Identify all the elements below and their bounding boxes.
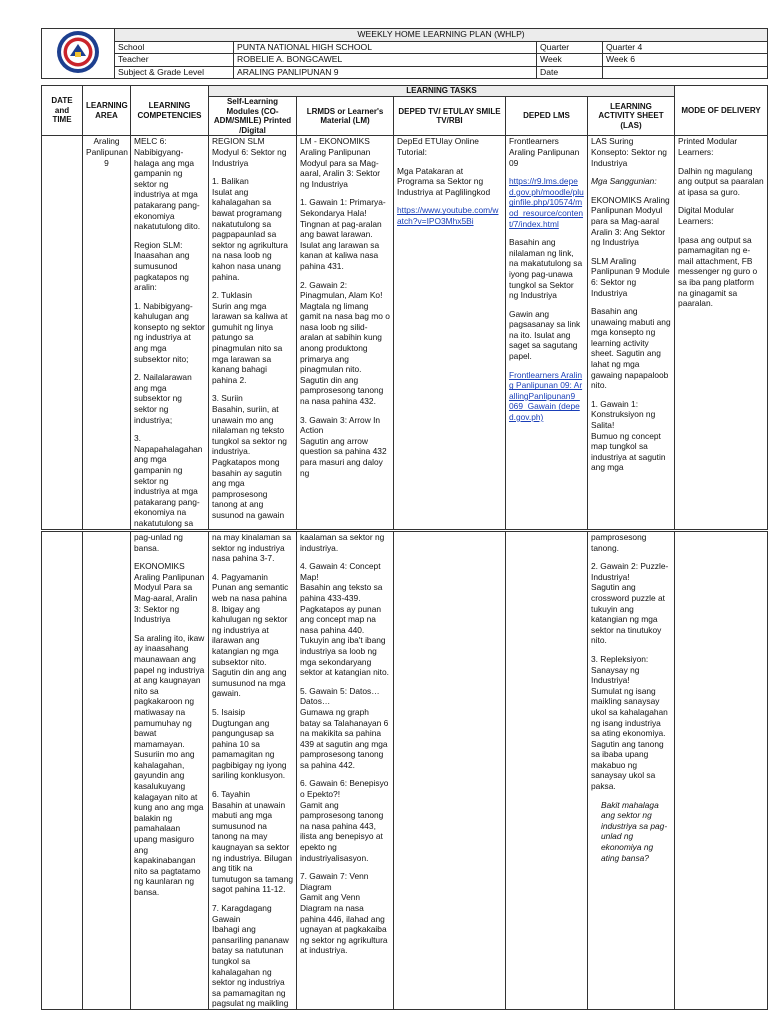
- tv-topic: Mga Patakaran at Programa sa Sektor ng Industriya at Paglilingkod: [397, 165, 491, 197]
- teacher-label: Teacher: [115, 54, 234, 67]
- subject-value: ARALING PANLIPUNAN 9: [234, 66, 537, 79]
- learning-area-cell: Araling Panlipunan 9: [83, 136, 131, 529]
- deped-tv-cell-2: [394, 532, 506, 1010]
- las-instructions: Basahin ang unawaing mabuti ang mga konsepto ng learning activity sheet. Sagutin ang lahat ng mga gawaing napapaloob nito.: [591, 306, 673, 391]
- competency-ekonomiks: EKONOMIKS Araling Panlipunan Modyul Para sa Mag-aaral, Aralin 3: Sektor ng Industriya: [134, 561, 207, 625]
- lms-frontlearners-link[interactable]: Frontlearners Araling Panlipunan 09: ArallingPanlipunan9_069_Gawain (deped.gov.ph): [509, 369, 583, 423]
- lms-moodle-link[interactable]: https://r9.lms.deped.gov.ph/moodle/pluginfile.php/10574/mod_resource/content/7/index.html: [509, 176, 584, 229]
- school-label: School: [115, 41, 234, 54]
- slm-tayahin: 6. Tayahin Basahin at unawain mabuti ang mga sumusunod na tanong na may kaugnayan sa sektor ng industriya. Bilugan ang titik na tumutugon sa tamang sagot pahina 11-12.: [212, 789, 294, 895]
- date-label: Date: [537, 66, 603, 79]
- slm-tuklasin: 2. Tuklasin Surin ang mga larawan sa kaliwa at gumuhit ng linya patungo sa pinagmulan nito sa mga larawan sa kanang bahagi pahina 2.: [212, 290, 288, 385]
- las-references-label: Mga Sanggunian:: [591, 176, 657, 187]
- las-reference-ekonomiks: EKONOMIKS Araling Panlipunan Modyul para sa Mag-aaral Aralin 3: Ang Sektor ng Industriya: [591, 194, 672, 248]
- deped-lms-cell-2: [506, 532, 588, 1010]
- lms-instruction-exercise: Gawin ang pagsasanay sa link na ito. Isulat ang saget sa sagutang papel.: [509, 308, 583, 362]
- las-gawain-2: 2. Gawain 2: Puzzle-Industriya! Sagutin ang crossword puzzle at tukuyin ang katangian ng mga sektor na tinutukoy nito.: [591, 561, 669, 646]
- delivery-printed-text: Dalhin ng magulang ang output sa paaralan at ipasa sa guro.: [678, 165, 767, 197]
- col-delivery: MODE OF DELIVERY: [675, 86, 768, 136]
- col-lrmds: LRMDS or Learner's Material (LM): [297, 97, 394, 136]
- date-time-cell: [42, 136, 83, 529]
- lrmds-cell-2: [297, 532, 394, 1010]
- lms-instruction-read: Basahin ang nilalaman ng link, na makatutulong sa iyong pag-unawa tungkol sa Sektor ng Industriya: [509, 237, 585, 301]
- plan-title: WEEKLY HOME LEARNING PLAN (WHLP): [115, 29, 768, 42]
- teacher-value: ROBELIE A. BONGCAWEL: [234, 54, 537, 67]
- slm-continued: na may kinalaman sa sektor ng industriya nasa pahina 3-7.: [212, 532, 294, 564]
- slm-cell-2: [209, 532, 297, 1010]
- delivery-digital-label: Digital Modular Learners:: [678, 205, 737, 226]
- las-cell-2: [588, 532, 675, 1010]
- col-deped-lms: DEPED LMS: [506, 97, 588, 136]
- lrmds-gawain-5: 5. Gawain 5: Datos… Datos… Gumawa ng graph batay sa Talahanayan 6 na makikita sa pahina 439 at sagutin ang mga pamprosesong tanong sa pahina 442.: [300, 685, 389, 770]
- quarter-label: Quarter: [537, 41, 603, 54]
- week-label: Week: [537, 54, 603, 67]
- slm-suriin: 3. Suriin Basahin, suriin, at unawain mo ang nilalaman ng teksto tungkol sa sektor ng industriya. Pagkatapos mong basahin ay sagutin ang mga pamprosesong tanong at ang susunod na gawain: [212, 393, 287, 520]
- las-continued: pamprosesong tanong.: [591, 532, 649, 553]
- school-logo-cell: [42, 29, 115, 79]
- competency-3: 3. Napapahalagahan ang mga gampanin ng sektor ng industriya at mga patakarang pang-ekonomiya na nakatutulong sa: [134, 433, 205, 528]
- las-repleksiyon: 3. Repleksiyon: Sanaysay ng Industriya! Sumulat ng isang maikling sanaysay ukol sa kahalagahan ng isang industriya sa ating ekonomiya. Sagutin ang tanong sa ibaba upang makabuo ng sanaysay ukol sa paksa.: [591, 653, 668, 792]
- las-gawain-1: 1. Gawain 1: Konstruksiyon ng Salita! Bumuo ng concept map tungkol sa industriya at sagutin ang mga: [591, 398, 666, 473]
- delivery-printed-label: Printed Modular Learners:: [678, 136, 740, 157]
- col-learning-tasks: LEARNING TASKS: [209, 86, 675, 97]
- slm-isaisip: 5. Isaisip Dugtungan ang pangungusap sa pahina 10 sa pamamagitan ng pagbibigay ng iyong sariling konklusyon.: [212, 706, 287, 781]
- school-seal-logo: [54, 29, 102, 75]
- las-reference-slm: SLM Araling Panlipunan 9 Module 6: Sektor ng Industriya: [591, 255, 673, 298]
- week-value: Week 6: [603, 54, 768, 67]
- whlp-page-1: [41, 28, 767, 530]
- col-competencies: LEARNING COMPETENCIES: [131, 86, 209, 136]
- whlp-page-2: [41, 531, 767, 1010]
- learning-area-cell-2: [83, 532, 131, 1010]
- learning-plan-table-continued: [41, 531, 768, 1010]
- slm-balikan: 1. Balikan Isulat ang kahalagahan sa bawat programang nakatutulong sa pagpapaunlad sa sektor ng agrikultura na nasa loob ng kahon nasa unang pahina.: [212, 176, 288, 282]
- lrmds-gawain-1: 1. Gawain 1: Primarya-Sekondarya Hala! Tingnan at pag-aralan ang bawat larawan. Isulat ang larawan sa kanan at kaliwa nasa pahina 431.: [300, 197, 386, 271]
- slm-pagyamanin: 4. Pagyamanin Punan ang semantic web na nasa pahina 8. Ibigay ang kahulugan ng sektor ng industriya at ilarawan ang katangian ng mga subsektor nito. Sagutin din ang ang sumusunod na mga gawain.: [212, 571, 289, 699]
- competency-region-slm: Region SLM: Inaasahan ang sumusunod pagkatapos ng aralin:: [134, 239, 192, 293]
- competency-1: 1. Nabibigyang-kahulugan ang konsepto ng sektor ng industriya at ang mga subsektor nito;: [134, 300, 208, 364]
- lrmds-gawain-4: 4. Gawain 4: Concept Map! Basahin ang teksto sa pahina 433-439. Pagkatapos ay punan ang concept map na nasa pahina 440. Tukuyin ang iba't ibang industriya sa loob ng mga sekondaryang sektor at katangian nito.: [300, 561, 389, 678]
- lrmds-gawain-2: 2. Gawain 2: Pinagmulan, Alam Ko! Magtala ng limang gamit na nasa bag mo o nasa loob ng silid-aralan at sabihin kung anong produktong primarya ang pinagmulan nito. Sagutin din ang pamprosesong tanong na nasa pahina 432.: [300, 279, 390, 407]
- deped-lms-cell: [506, 136, 588, 529]
- col-deped-tv: DEPED TV/ ETULAY SMILE TV/RBI: [394, 97, 506, 136]
- delivery-digital-text: Ipasa ang output sa pamamagitan ng e-mail attachment, FB messenger ng guro o sa iba pang platform na ginagamit sa paaralan.: [678, 234, 760, 309]
- competency-melc: MELC 6: Nabibigyang-halaga ang mga gampanin ng sektor ng industriya at mga patakarang pang-ekonomiya nakatutulong dito.: [134, 136, 201, 232]
- las-reflection-question: Bakit mahalaga ang sektor ng industriya sa pag-unlad ng ekonomiya ng ating bansa?: [601, 799, 668, 863]
- lrmds-continued: kaalaman sa sektor ng industriya.: [300, 532, 387, 553]
- slm-cell: [209, 136, 297, 529]
- lrmds-gawain-3: 3. Gawain 3: Arrow In Action Sagutin ang arrow question sa pahina 432 para masuri ang daloy ng: [300, 414, 387, 478]
- delivery-cell-2: [675, 532, 768, 1010]
- las-cell: [588, 136, 675, 529]
- competencies-cell: [131, 136, 209, 529]
- slm-title: REGION SLM Modyul 6: Sektor ng Industriya: [212, 136, 289, 168]
- lms-title: Frontlearners Araling Panlipunan 09: [509, 136, 582, 168]
- learning-plan-table: [41, 85, 768, 530]
- deped-tv-cell: [394, 136, 506, 529]
- col-learning-area: LEARNING AREA: [83, 86, 131, 136]
- competency-2: 2. Nailalarawan ang mga subsektor ng sektor ng industriya;: [134, 372, 195, 425]
- slm-karagdagang-gawain: 7. Karagdagang Gawain Ibahagi ang pansariling pananaw batay sa natutunan tungkol sa kahalagahan ng sektor ng industriya sa pamamagitan ng pagsulat ng maikling: [212, 903, 289, 1009]
- tv-youtube-link[interactable]: https://www.youtube.com/watch?v=IPO3Mhx5Bi: [397, 205, 499, 226]
- col-las: LEARNING ACTIVITY SHEET (LAS): [588, 97, 675, 136]
- school-value: PUNTA NATIONAL HIGH SCHOOL: [234, 41, 537, 54]
- delivery-cell: [675, 136, 768, 529]
- competency-description: Sa araling ito, ikaw ay inaasahang maunawaan ang papel ng industriya at ang kaugnayan nito sa pagkakaroon ng matiwasay na pamumuhay ng bawat mamamayan. Susuriin mo ang kahalagahan, gayundin ang kasalukuyang kalagayan nito at kung ano ang mga balakin ng pamahalaan upang masiguro ang kapakinabangan nito sa pagtatamo ng kaunlaran ng bansa.: [134, 632, 207, 897]
- subject-label: Subject & Grade Level: [115, 66, 234, 79]
- competency-continued: pag-unlad ng bansa.: [134, 532, 186, 553]
- lrmds-title: LM - EKONOMIKS Araling Panlipunan Modyul para sa Mag-aaral, Aralin 3: Sektor ng Industriya: [300, 136, 383, 189]
- quarter-value: Quarter 4: [603, 41, 768, 54]
- tv-title: DepEd ETUlay Online Tutorial:: [397, 136, 482, 157]
- header-info-table: [41, 28, 768, 79]
- lrmds-cell: [297, 136, 394, 529]
- lrmds-gawain-7: 7. Gawain 7: Venn Diagram Gamit ang Venn Diagram na nasa pahina 446, ilahad ang ugnayan at pagkakaiba ng sektor ng agrikultura at industriya.: [300, 871, 388, 956]
- lrmds-gawain-6: 6. Gawain 6: Benepisyo o Epekto?! Gamit ang pamprosesong tanong na nasa pahina 443, ilista ang benepisyo at epekto ng industriyalisasyon.: [300, 778, 389, 863]
- date-value: [603, 66, 768, 79]
- col-slm: Self-Learning Modules (CO-ADM/SMILE) Printed /Digital: [209, 97, 297, 136]
- las-title: LAS Suring Konsepto: Sektor ng Industriya: [591, 136, 670, 168]
- competencies-cell-2: [131, 532, 209, 1010]
- col-date-time: DATE and TIME: [42, 86, 83, 136]
- date-time-cell-2: [42, 532, 83, 1010]
